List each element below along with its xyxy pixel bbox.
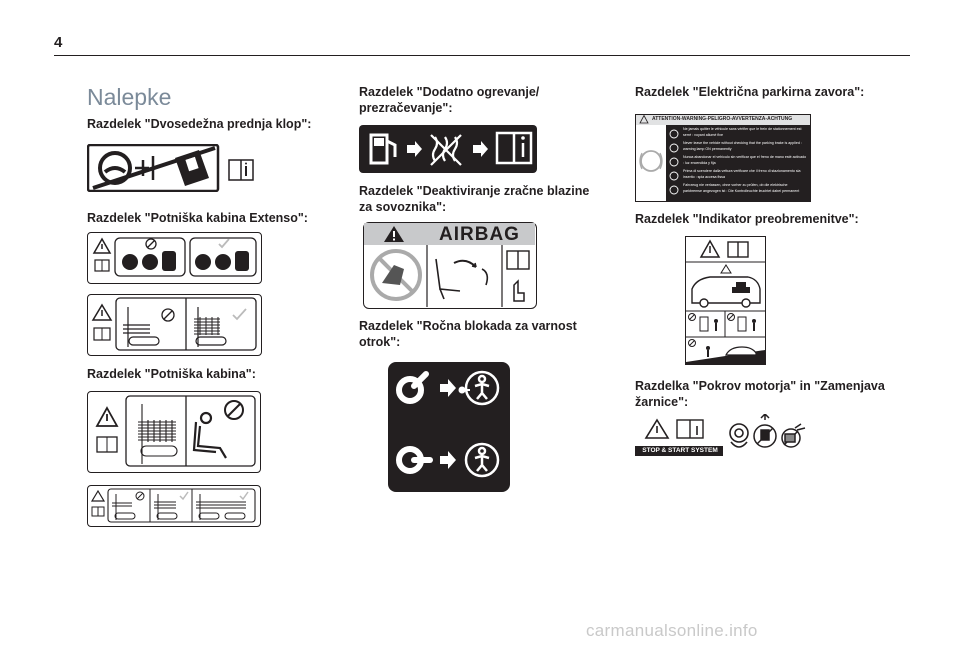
heading-engine-cover: Razdelka "Pokrov motorja" in "Zamenjava žarnice": [635, 379, 885, 409]
warning-triangle-icon [93, 305, 111, 320]
parking-brake-label [635, 114, 811, 202]
cab-label-2 [87, 485, 261, 527]
hand-pointer-icon [514, 281, 524, 301]
manual-book-icon [677, 420, 703, 438]
parking-brake-header: ATTENTION-WARNING-PELIGRO-AVVERTENZA-ACHTUNG [652, 116, 793, 122]
arrow-right-icon [407, 141, 422, 157]
prohibited-icon [146, 239, 156, 249]
manual-book-icon [507, 251, 529, 269]
cab-extenso-label-1 [87, 232, 262, 284]
lock-lever-unlocked-icon [399, 374, 426, 401]
engine-cover-label [635, 414, 811, 462]
prohibited-icon [689, 314, 696, 321]
parking-brake-line: Nunca abandonar el vehículo sin verificar que el freno de mano esté activado : luz encendida y fija [683, 155, 807, 165]
parking-brake-line: Never leave the vehicle without checking that the parking brake is applied : warning lamp ON permanently [683, 141, 802, 151]
warning-triangle-icon [97, 408, 117, 426]
heading-airbag-deactivation: Razdelek "Deaktiviranje zračne blazine za sovoznika": [359, 184, 590, 214]
car-icon [726, 347, 756, 355]
header-rule [54, 55, 910, 56]
front-bench-label [87, 144, 257, 192]
child-lock-label [388, 362, 510, 492]
cab-label-1 [87, 391, 261, 473]
page-number: 4 [54, 34, 63, 51]
heading-cab-extenso: Razdelek "Potniška kabina Extenso": [87, 211, 308, 225]
heading-cab: Razdelek "Potniška kabina": [87, 367, 256, 381]
heading-front-bench: Razdelek "Dvosedežna prednja klop": [87, 117, 312, 131]
airbag-deactivation-label [363, 222, 537, 309]
parking-brake-line: Ne jamais quitter le véhicule sans vérifier que le frein de stationnement est serré : voyant allumé fixe [683, 127, 802, 137]
prohibited-icon [728, 314, 735, 321]
manual-book-icon [94, 328, 110, 340]
heading-child-lock: Razdelek "Ročna blokada za varnost otrok": [359, 319, 577, 349]
heading-overload-indicator: Razdelek "Indikator preobremenitve": [635, 212, 859, 226]
airbag-text: AIRBAG [439, 224, 520, 245]
person-icon [706, 346, 710, 357]
warning-triangle-icon [701, 241, 719, 257]
lock-lever-locked-icon [399, 449, 430, 471]
prohibited-icon [689, 340, 696, 347]
manual-book-icon [229, 160, 253, 180]
no-touch-hand-icon [754, 414, 776, 447]
no-heating-icon [431, 135, 461, 165]
passenger-seat-icon [436, 259, 487, 299]
warning-triangle-icon [92, 491, 104, 501]
no-spray-icon [782, 424, 805, 447]
manual-book-icon [92, 507, 104, 516]
person-icon [714, 319, 756, 331]
child-in-circle-icon [466, 372, 498, 404]
parking-brake-text [683, 126, 807, 196]
parking-brake-line: Prima di scendere dalla vettura verificare che il freno di stazionamento sia inserito : spia accesa fissa [683, 169, 801, 179]
manual-book-icon [728, 242, 748, 257]
manual-book-icon [95, 260, 109, 271]
heading-auxiliary-heating: Razdelek "Dodatno ogrevanje/ prezračevanje": [359, 85, 540, 115]
arrow-right-icon [440, 451, 456, 469]
warning-triangle-icon [721, 265, 731, 273]
stop-start-banner: STOP & START SYSTEM [642, 447, 718, 454]
arrow-right-icon [440, 379, 456, 397]
warning-triangle-icon [94, 239, 110, 253]
warning-triangle-icon [640, 116, 648, 124]
heading-parking-brake: Razdelek "Električna parkirna zavora": [635, 85, 865, 99]
manual-book-icon [97, 437, 117, 452]
no-rear-facing-child-seat-icon [372, 251, 420, 299]
footer-watermark: carmanualsonline.info [586, 621, 758, 640]
section-title: Nalepke [87, 84, 172, 110]
cab-extenso-label-2 [87, 294, 262, 356]
arrow-right-icon [473, 141, 488, 157]
child-in-circle-icon [466, 444, 498, 476]
warning-triangle-icon [646, 420, 668, 438]
parking-brake-line: Fahrzeug nie verlassen, ohne vorher zu prüfen, ob die elektrische parkbremse angezogen ist : Die Kontrolleuchte leuchtet dabei permanent [683, 183, 800, 193]
manual-book-icon [497, 133, 531, 163]
key-icon [459, 387, 471, 394]
overload-indicator-label [685, 236, 766, 365]
auxiliary-heating-label [359, 125, 537, 173]
fan-belt-icon [730, 424, 748, 447]
